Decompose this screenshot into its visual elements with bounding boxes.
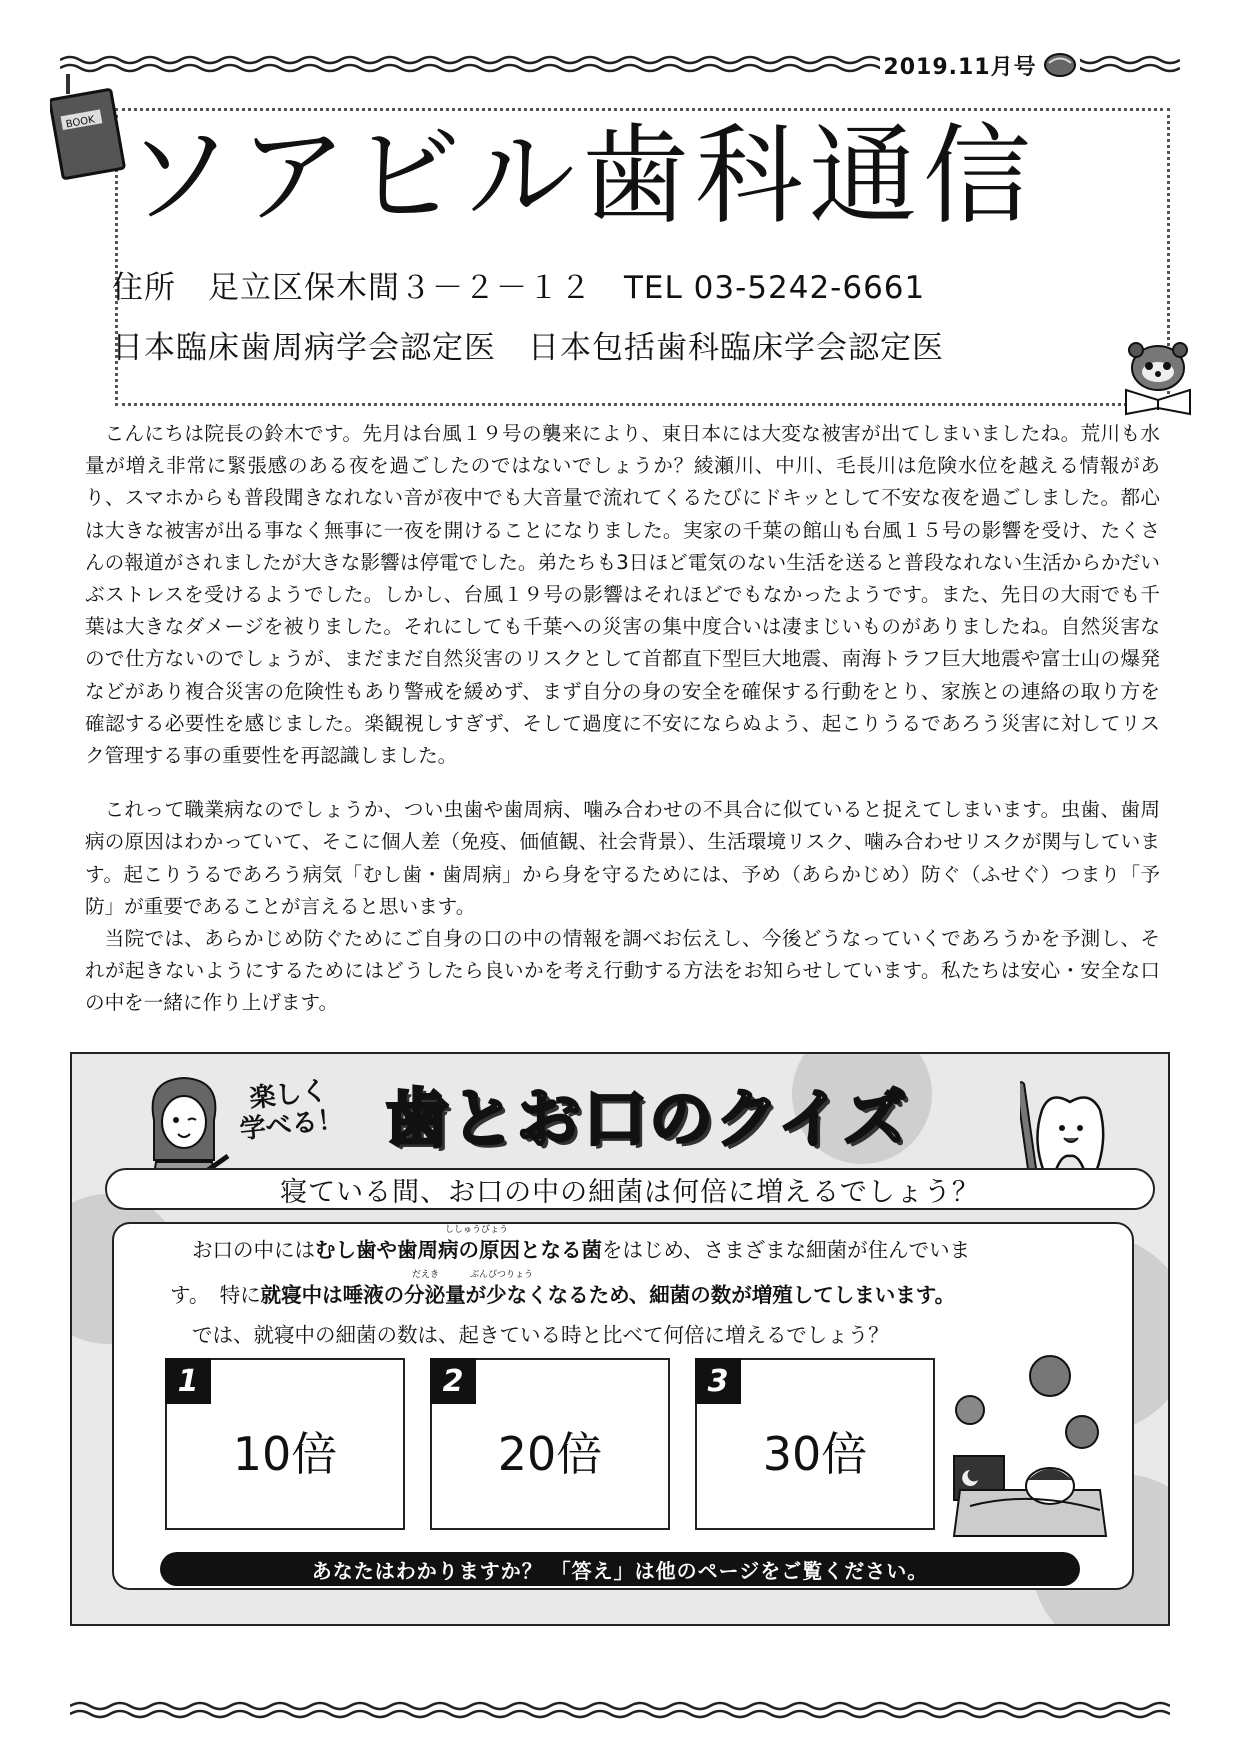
choice-number: 1 xyxy=(165,1358,211,1404)
intro-line-2 xyxy=(170,1278,955,1308)
ruby-saliva: だえき xyxy=(412,1270,440,1280)
choice-2[interactable] xyxy=(430,1358,670,1530)
certifications-line: 日本臨床歯周病学会認定医 日本包括歯科臨床学会認定医 xyxy=(112,330,944,366)
bottom-wave-rule xyxy=(70,1698,1170,1722)
body-text xyxy=(85,418,1160,1020)
answer-note-bar xyxy=(160,1552,1080,1586)
choice-label: 30倍 xyxy=(762,1427,868,1481)
raccoon-reading-icon xyxy=(1118,338,1198,416)
book-icon-text: BOOK xyxy=(65,114,96,131)
intro-text: す。 特に xyxy=(170,1283,261,1307)
sleeping-child-with-germs-icon xyxy=(940,1340,1110,1540)
issue-badge xyxy=(880,50,1080,80)
intro-emphasis: むし歯や歯周病の原因となる菌 xyxy=(315,1238,602,1262)
ruby-periodontal: ししゅうびょう xyxy=(445,1225,509,1235)
body-paragraph: 当院では、あらかじめ防ぐためにご自身の口の中の情報を調べお伝えし、今後どうなっていくであろうかを予測し、それが起きないようにするためにはどうしたら良いかを考え行動する方法をお知らせしています。私たちは安心・安全な口の中を一緒に作り上げます。 xyxy=(85,927,1160,1015)
body-paragraph: これって職業病なのでしょうか、つい虫歯や歯周病、噛み合わせの不具合に似ていると捉えてしまいます。虫歯、歯周病の原因はわかっていて、そこに個人差（免疫、価値観、社会背景）、生活環境リスク、噛み合わせリスクが関与しています。起こりうるであろう病気「むし歯・歯周病」から身を守るためには、予め（あらかじめ）防ぐ（ふせぐ）つまり「予防」が重要であることが言えると思います。 xyxy=(85,798,1160,918)
clinic-title: ソアビル歯科通信 xyxy=(125,114,1038,239)
intro-emphasis: 就寝中は唾液の分泌量が少なくなるため、細菌の数が増殖してしまいます。 xyxy=(260,1283,956,1307)
quiz-title: 歯とお口のクイズ xyxy=(385,1083,910,1157)
question-bar xyxy=(105,1168,1155,1210)
sweet-potato-icon xyxy=(1043,50,1077,80)
intro-text: お口の中には xyxy=(192,1238,315,1262)
choice-label: 20倍 xyxy=(497,1427,603,1481)
intro-text: をはじめ、さまざまな細菌が住んでいま xyxy=(602,1238,971,1262)
address-line: 住所 足立区保木間３－２－１２ TEL 03-5242-6661 xyxy=(112,270,926,306)
choice-3[interactable] xyxy=(695,1358,935,1530)
choice-1[interactable] xyxy=(165,1358,405,1530)
choice-label: 10倍 xyxy=(232,1427,338,1481)
book-icon xyxy=(50,72,128,182)
issue-label: 2019.11月号 xyxy=(883,54,1037,80)
body-paragraph: こんにちは院長の鈴木です。先月は台風１９号の襲来により、東日本には大変な被害が出てしまいましたね。荒川も水量が増え非常に緊張感のある夜を過ごしたのではないでしょうか？綾瀬川、中川、毛長川は危険水位を越える情報があり、スマホからも普段聞きなれない音が夜中でも大音量で流れてくるたびにドキッとして不安な夜を過ごしました。都心は大きな被害が出る事なく無事に一夜を開けることになりました。実家の千葉の館山も台風１５号の影響を受け、たくさんの報道がされましたが大きな影響は停電でした。弟たちも3日ほど電気のない生活を送ると普段なれない生活からかだいぶストレスを受けるようでした。しかし、台風１９号の影響はそれほどでもなかったようです。また、先日の大雨でも千葉は大きなダメージを被りました。それにしても千葉への災害の集中度合いは凄まじいものがありましたね。自然災害なので仕方ないのでしょうが、まだまだ自然災害のリスクとして首都直下型巨大地震、南海トラフ巨大地震や富士山の爆発などがあり複合災害の危険性もあり警戒を緩めず、まず自分の身の安全を確保する行動をとり、家族との連絡の取り方を確認する必要性を感じました。楽観視しすぎず、そして過度に不安にならぬよう、起こりうるであろう災害に対してリスク管理する事の重要性を再認識しました。 xyxy=(85,422,1160,768)
choice-number: 2 xyxy=(430,1358,476,1404)
answer-note: あなたはわかりますか？ 「答え」は他のページをご覧ください。 xyxy=(311,1558,929,1583)
intro-line-1 xyxy=(192,1233,970,1263)
choice-number: 3 xyxy=(695,1358,741,1404)
intro-line-3: では、就寝中の細菌の数は、起きている時と比べて何倍に増えるでしょう？ xyxy=(192,1323,889,1347)
ruby-secretion: ぶんぴつりょう xyxy=(470,1270,534,1280)
quiz-question: 寝ている間、お口の中の細菌は何倍に増えるでしょう？ xyxy=(280,1176,980,1208)
quiz-kicker: 楽しく 学べる！ xyxy=(238,1076,345,1146)
